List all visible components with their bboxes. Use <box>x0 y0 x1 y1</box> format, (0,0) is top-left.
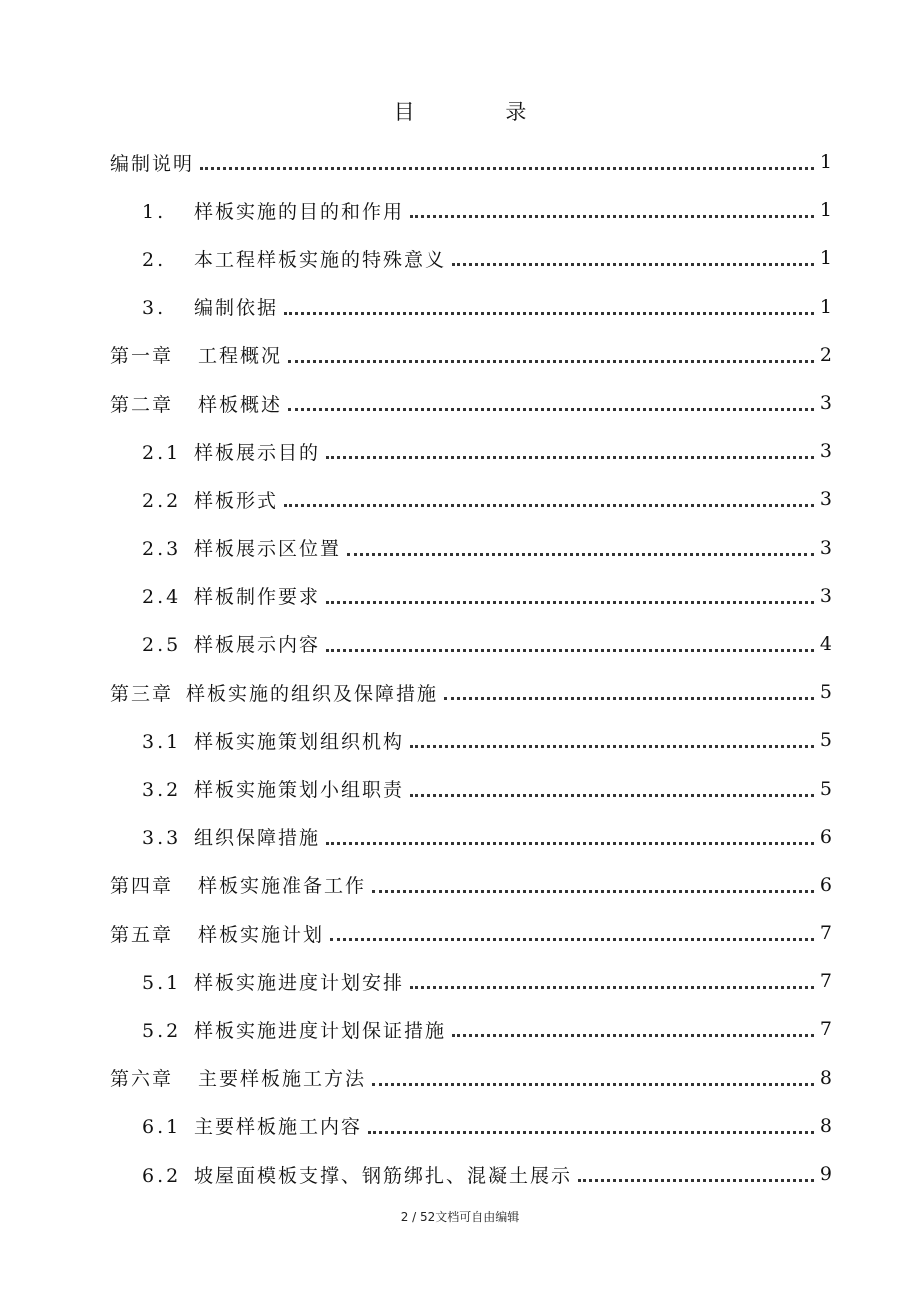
dot-leader <box>288 407 814 411</box>
toc-entry-text: 样板实施准备工作 <box>198 875 367 898</box>
dot-leader <box>284 503 814 507</box>
toc-entry-text: 工程概况 <box>198 345 283 368</box>
toc-entry[interactable] <box>110 716 832 764</box>
toc-entry[interactable] <box>110 572 832 620</box>
toc-entry[interactable] <box>110 861 832 909</box>
toc-entry[interactable] <box>110 764 832 812</box>
toc-entry-text: 样板展示内容 <box>194 634 321 657</box>
toc-entry[interactable] <box>110 427 832 475</box>
toc-entry-text: 样板展示区位置 <box>194 538 342 561</box>
toc-entry-number: 6.2 <box>142 1164 182 1187</box>
toc-entry-text: 样板实施进度计划安排 <box>194 971 405 994</box>
dot-leader <box>410 744 814 748</box>
dot-leader <box>326 648 814 652</box>
dot-leader <box>368 1130 814 1134</box>
toc-entry[interactable] <box>110 138 832 186</box>
toc-page-number: 1 <box>819 199 832 222</box>
toc-page-number: 1 <box>819 151 832 174</box>
toc-entry[interactable] <box>110 1102 832 1150</box>
toc-entry-number: 第二章 <box>110 393 174 416</box>
toc-page-number: 1 <box>819 247 832 270</box>
dot-leader <box>284 311 814 315</box>
toc-page-number: 3 <box>819 536 832 559</box>
toc-entry-text: 样板实施的目的和作用 <box>194 200 405 223</box>
toc-entry-number: 2.5 <box>142 634 182 657</box>
toc-entry-number: 第一章 <box>110 345 174 368</box>
toc-entry[interactable] <box>110 379 832 427</box>
toc-page-number: 7 <box>819 922 832 945</box>
dot-leader <box>288 359 814 363</box>
toc-page-number: 5 <box>819 777 832 800</box>
dot-leader <box>326 841 814 845</box>
toc-entry[interactable] <box>110 668 832 716</box>
toc-entry-text: 样板形式 <box>194 489 279 512</box>
toc-page-number: 8 <box>819 1114 832 1137</box>
toc-entry-number: 2.4 <box>142 586 182 609</box>
toc-entry-number: 3.3 <box>142 827 182 850</box>
toc-entry[interactable] <box>110 331 832 379</box>
toc-page-number: 3 <box>819 392 832 415</box>
toc-entry[interactable] <box>110 1054 832 1102</box>
toc-entry-text: 样板实施策划组织机构 <box>194 730 405 753</box>
toc-entry[interactable] <box>110 475 832 523</box>
toc-entry-number: 1. <box>142 200 167 223</box>
dot-leader <box>326 455 814 459</box>
toc-entry[interactable] <box>110 524 832 572</box>
toc-entry-text: 主要样板施工方法 <box>198 1068 367 1091</box>
dot-leader <box>452 1033 814 1037</box>
toc-entry-text: 样板实施策划小组职责 <box>194 779 405 802</box>
dot-leader <box>444 696 814 700</box>
dot-leader <box>410 214 814 218</box>
toc-page-number: 4 <box>819 632 832 655</box>
toc-entry-number: 2.3 <box>142 538 182 561</box>
dot-leader <box>578 1178 814 1182</box>
toc-page-number: 5 <box>819 681 832 704</box>
toc-entry[interactable] <box>110 1005 832 1053</box>
toc-entry[interactable] <box>110 620 832 668</box>
toc-entry-text: 样板展示目的 <box>194 441 321 464</box>
toc-page-number: 6 <box>819 873 832 896</box>
toc-entry-text: 样板制作要求 <box>194 586 321 609</box>
toc-entry-text: 样板概述 <box>198 393 283 416</box>
toc-entry-number: 2.1 <box>142 441 182 464</box>
toc-page-number: 7 <box>819 1018 832 1041</box>
toc-entry[interactable] <box>110 186 832 234</box>
toc-entry-text: 编制依据 <box>194 297 279 320</box>
dot-leader <box>452 262 814 266</box>
toc-entry-number: 第三章 <box>110 682 174 705</box>
toc-entry-text: 坡屋面模板支撑、钢筋绑扎、混凝土展示 <box>194 1164 573 1187</box>
toc-page-number: 1 <box>819 295 832 318</box>
toc-entry[interactable] <box>110 909 832 957</box>
toc-entry-number: 2. <box>142 248 167 271</box>
toc-page-number: 3 <box>819 584 832 607</box>
dot-leader <box>410 985 814 989</box>
table-of-contents <box>110 138 832 1198</box>
toc-entry[interactable] <box>110 813 832 861</box>
toc-entry-number: 第四章 <box>110 875 174 898</box>
toc-entry-number: 3. <box>142 297 167 320</box>
toc-title: 目 录 <box>393 100 569 124</box>
toc-entry-text: 样板实施计划 <box>198 923 325 946</box>
toc-entry-text: 本工程样板实施的特殊意义 <box>194 248 447 271</box>
toc-entry[interactable] <box>110 957 832 1005</box>
toc-page-number: 7 <box>819 970 832 993</box>
toc-entry-text: 主要样板施工内容 <box>194 1116 363 1139</box>
toc-page-number: 2 <box>819 343 832 366</box>
dot-leader <box>372 1082 814 1086</box>
toc-entry[interactable] <box>110 283 832 331</box>
toc-entry-number: 2.2 <box>142 489 182 512</box>
toc-entry-number: 6.1 <box>142 1116 182 1139</box>
toc-page-number: 3 <box>819 440 832 463</box>
toc-page-number: 6 <box>819 825 832 848</box>
dot-leader <box>372 889 814 893</box>
dot-leader <box>330 937 814 941</box>
dot-leader <box>326 600 814 604</box>
toc-entry-text: 样板实施的组织及保障措施 <box>186 682 439 705</box>
page-footer: 2 / 52文档可自由编辑 <box>400 1210 520 1224</box>
toc-entry-number: 3.1 <box>142 730 182 753</box>
toc-entry-number: 5.2 <box>142 1019 182 1042</box>
dot-leader <box>347 552 814 556</box>
toc-entry-text: 组织保障措施 <box>194 827 321 850</box>
toc-entry[interactable] <box>110 1150 832 1198</box>
toc-entry-text: 样板实施进度计划保证措施 <box>194 1019 447 1042</box>
toc-entry-number: 3.2 <box>142 779 182 802</box>
toc-page-number: 5 <box>819 729 832 752</box>
toc-entry-number: 第六章 <box>110 1068 174 1091</box>
toc-page-number: 3 <box>819 488 832 511</box>
toc-entry-number: 5.1 <box>142 971 182 994</box>
toc-entry[interactable] <box>110 234 832 282</box>
toc-entry-number: 第五章 <box>110 923 174 946</box>
toc-entry-text: 编制说明 <box>110 152 195 175</box>
dot-leader <box>200 166 814 170</box>
toc-page-number: 9 <box>819 1163 832 1186</box>
dot-leader <box>410 793 814 797</box>
toc-page-number: 8 <box>819 1066 832 1089</box>
